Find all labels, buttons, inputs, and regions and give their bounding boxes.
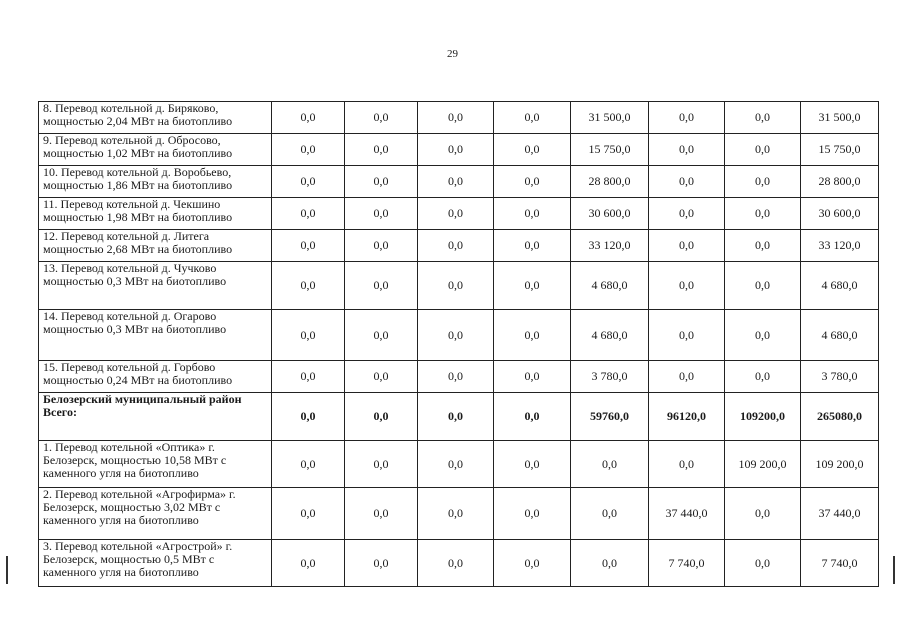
value-cell: 33 120,0 — [801, 230, 879, 262]
value-cell: 96120,0 — [649, 393, 725, 441]
value-cell: 28 800,0 — [571, 166, 649, 198]
row-name-cell: Белозерский муниципальный район Всего: — [39, 393, 272, 441]
value-cell: 0,0 — [725, 102, 801, 134]
value-cell: 37 440,0 — [649, 488, 725, 540]
value-cell: 0,0 — [649, 310, 725, 361]
value-cell: 4 680,0 — [801, 262, 879, 310]
value-cell: 28 800,0 — [801, 166, 879, 198]
value-cell: 0,0 — [418, 102, 494, 134]
value-cell: 0,0 — [649, 262, 725, 310]
value-cell: 31 500,0 — [571, 102, 649, 134]
value-cell: 0,0 — [649, 441, 725, 488]
row-name-cell: 14. Перевод котельной д. Огарово мощностью 0,3 МВт на биотопливо — [39, 310, 272, 361]
value-cell: 0,0 — [649, 198, 725, 230]
value-cell: 0,0 — [725, 310, 801, 361]
value-cell: 0,0 — [494, 230, 571, 262]
value-cell: 0,0 — [418, 441, 494, 488]
value-cell: 109 200,0 — [801, 441, 879, 488]
value-cell: 0,0 — [345, 262, 418, 310]
value-cell: 0,0 — [494, 393, 571, 441]
value-cell: 3 780,0 — [801, 361, 879, 393]
value-cell: 0,0 — [649, 102, 725, 134]
value-cell: 0,0 — [418, 166, 494, 198]
value-cell: 0,0 — [345, 393, 418, 441]
value-cell: 0,0 — [494, 361, 571, 393]
value-cell: 0,0 — [494, 488, 571, 540]
value-cell: 0,0 — [418, 134, 494, 166]
row-name-cell: 13. Перевод котельной д. Чучково мощностью 0,3 МВт на биотопливо — [39, 262, 272, 310]
table-row — [39, 488, 879, 540]
value-cell: 0,0 — [272, 361, 345, 393]
value-cell: 0,0 — [272, 310, 345, 361]
value-cell: 0,0 — [725, 198, 801, 230]
value-cell: 0,0 — [345, 488, 418, 540]
value-cell: 0,0 — [272, 441, 345, 488]
value-cell: 15 750,0 — [801, 134, 879, 166]
value-cell: 0,0 — [649, 166, 725, 198]
value-cell: 0,0 — [272, 134, 345, 166]
table-row — [39, 230, 879, 262]
row-name-cell: 2. Перевод котельной «Агрофирма» г. Белозерск, мощностью 3,02 МВт с каменного угля на биотопливо — [39, 488, 272, 540]
value-cell: 0,0 — [649, 230, 725, 262]
value-cell: 0,0 — [571, 488, 649, 540]
value-cell: 3 780,0 — [571, 361, 649, 393]
value-cell: 0,0 — [272, 166, 345, 198]
value-cell: 0,0 — [418, 198, 494, 230]
value-cell: 0,0 — [345, 230, 418, 262]
table-row — [39, 540, 879, 587]
value-cell: 0,0 — [725, 230, 801, 262]
value-cell: 0,0 — [725, 166, 801, 198]
value-cell: 0,0 — [272, 102, 345, 134]
table-row — [39, 102, 879, 134]
value-cell: 0,0 — [725, 540, 801, 587]
value-cell: 4 680,0 — [571, 262, 649, 310]
value-cell: 0,0 — [494, 540, 571, 587]
value-cell: 0,0 — [494, 102, 571, 134]
table-row — [39, 310, 879, 361]
value-cell: 59760,0 — [571, 393, 649, 441]
value-cell: 0,0 — [345, 441, 418, 488]
value-cell: 33 120,0 — [571, 230, 649, 262]
value-cell: 0,0 — [649, 361, 725, 393]
value-cell: 0,0 — [345, 198, 418, 230]
value-cell: 4 680,0 — [571, 310, 649, 361]
table-body — [39, 102, 879, 587]
row-name-cell: 10. Перевод котельной д. Воробьево, мощностью 1,86 МВт на биотопливо — [39, 166, 272, 198]
value-cell: 0,0 — [345, 166, 418, 198]
value-cell: 0,0 — [345, 134, 418, 166]
value-cell: 0,0 — [494, 262, 571, 310]
value-cell: 0,0 — [571, 540, 649, 587]
row-name-cell: 12. Перевод котельной д. Литега мощностью 2,68 МВт на биотопливо — [39, 230, 272, 262]
row-name-cell: 11. Перевод котельной д. Чекшино мощностью 1,98 МВт на биотопливо — [39, 198, 272, 230]
row-name-cell: 3. Перевод котельной «Агрострой» г. Белозерск, мощностью 0,5 МВт с каменного угля на биотопливо — [39, 540, 272, 587]
value-cell: 0,0 — [494, 441, 571, 488]
value-cell: 0,0 — [725, 488, 801, 540]
left-edge-mark — [6, 556, 8, 584]
table-row — [39, 198, 879, 230]
table-row — [39, 361, 879, 393]
table-row — [39, 262, 879, 310]
value-cell: 0,0 — [418, 361, 494, 393]
value-cell: 0,0 — [418, 262, 494, 310]
table-row — [39, 441, 879, 488]
value-cell: 0,0 — [494, 198, 571, 230]
value-cell: 0,0 — [494, 310, 571, 361]
value-cell: 30 600,0 — [571, 198, 649, 230]
right-edge-mark — [893, 556, 895, 584]
value-cell: 0,0 — [272, 488, 345, 540]
value-cell: 0,0 — [345, 310, 418, 361]
value-cell: 0,0 — [345, 361, 418, 393]
value-cell: 7 740,0 — [801, 540, 879, 587]
value-cell: 15 750,0 — [571, 134, 649, 166]
value-cell: 37 440,0 — [801, 488, 879, 540]
value-cell: 0,0 — [649, 134, 725, 166]
value-cell: 31 500,0 — [801, 102, 879, 134]
value-cell: 0,0 — [725, 134, 801, 166]
value-cell: 0,0 — [494, 134, 571, 166]
row-name-cell: 9. Перевод котельной д. Обросово, мощностью 1,02 МВт на биотопливо — [39, 134, 272, 166]
value-cell: 0,0 — [272, 262, 345, 310]
value-cell: 0,0 — [272, 230, 345, 262]
value-cell: 0,0 — [725, 361, 801, 393]
value-cell: 0,0 — [418, 488, 494, 540]
value-cell: 109 200,0 — [725, 441, 801, 488]
value-cell: 109200,0 — [725, 393, 801, 441]
row-name-cell: 8. Перевод котельной д. Биряково, мощностью 2,04 МВт на биотопливо — [39, 102, 272, 134]
value-cell: 0,0 — [494, 166, 571, 198]
row-name-cell: 15. Перевод котельной д. Горбово мощностью 0,24 МВт на биотопливо — [39, 361, 272, 393]
table-row — [39, 134, 879, 166]
table-row — [39, 166, 879, 198]
row-name-cell: 1. Перевод котельной «Оптика» г. Белозерск, мощностью 10,58 МВт с каменного угля на биотопливо — [39, 441, 272, 488]
value-cell: 7 740,0 — [649, 540, 725, 587]
value-cell: 0,0 — [418, 540, 494, 587]
value-cell: 0,0 — [725, 262, 801, 310]
value-cell: 0,0 — [418, 310, 494, 361]
value-cell: 30 600,0 — [801, 198, 879, 230]
value-cell: 0,0 — [418, 230, 494, 262]
value-cell: 4 680,0 — [801, 310, 879, 361]
value-cell: 0,0 — [345, 540, 418, 587]
value-cell: 0,0 — [272, 198, 345, 230]
table-row — [39, 393, 879, 441]
page-number: 29 — [447, 48, 458, 60]
value-cell: 0,0 — [418, 393, 494, 441]
value-cell: 0,0 — [345, 102, 418, 134]
value-cell: 0,0 — [272, 540, 345, 587]
value-cell: 0,0 — [571, 441, 649, 488]
value-cell: 0,0 — [272, 393, 345, 441]
budget-table — [38, 101, 879, 587]
value-cell: 265080,0 — [801, 393, 879, 441]
